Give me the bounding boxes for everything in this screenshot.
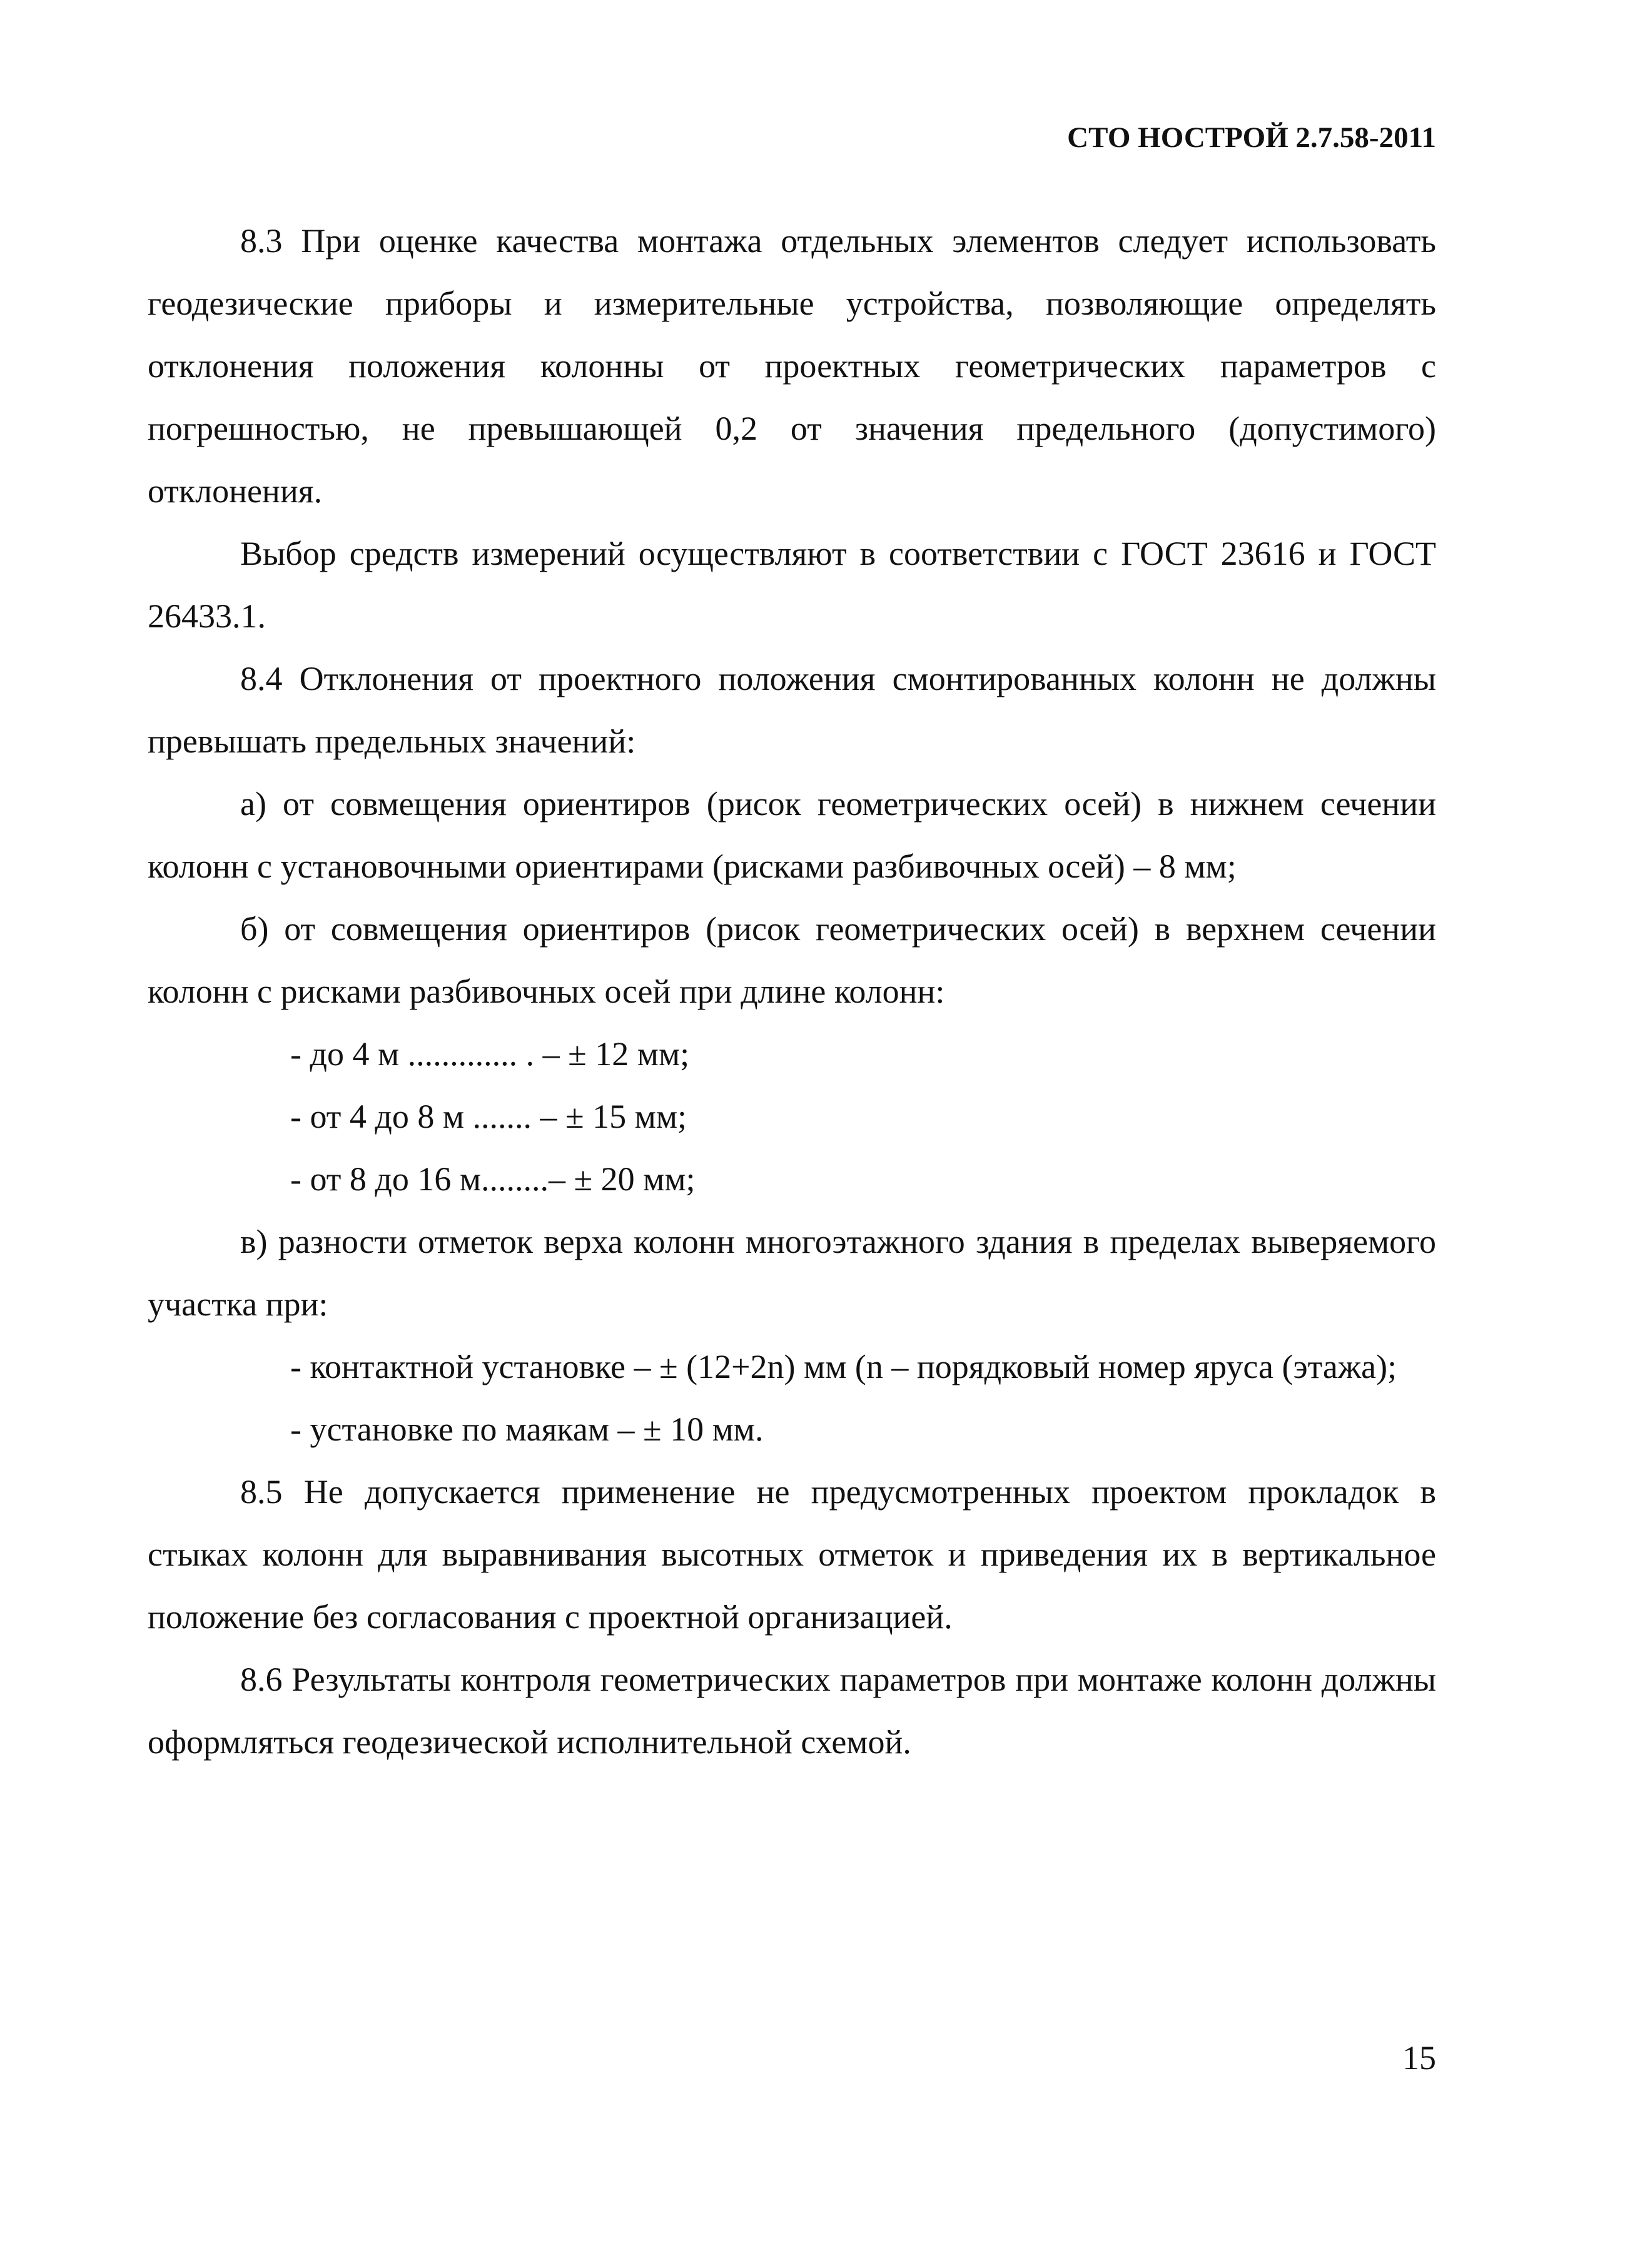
page-number: 15 <box>1402 2039 1436 2077</box>
paragraph-8-5: 8.5 Не допускается применение не предусмотренных проектом прокладок в стыках колонн для выравнивания высотных отметок и приведения их в вертикальное положение без согласования с проектной организацией. <box>148 1473 1436 1636</box>
paragraph-8-4-b: б) от совмещения ориентиров (рисок геометрических осей) в верхнем сечении колонн с рисками разбивочных осей при длине колонн: <box>148 910 1436 1010</box>
list-item: - от 4 до 8 м ....... – ± 15 мм; <box>290 1098 687 1135</box>
paragraph-8-4-v: в) разности отметок верха колонн многоэтажного здания в пределах выверяемого участка при: <box>148 1223 1436 1323</box>
paragraph-8-3-measurement-choice: Выбор средств измерений осуществляют в соответствии с ГОСТ 23616 и ГОСТ 26433.1. <box>148 535 1436 635</box>
list-item: - до 4 м ............. . – ± 12 мм; <box>290 1035 690 1073</box>
paragraph-8-4-a: а) от совмещения ориентиров (рисок геометрических осей) в нижнем сечении колонн с установочными ориентирами (рисками разбивочных осей) – 8 мм; <box>148 785 1436 885</box>
paragraph-8-6: 8.6 Результаты контроля геометрических параметров при монтаже колонн должны оформляться геодезической исполнительной схемой. <box>148 1661 1436 1761</box>
list-item: - контактной установке – ± (12+2n) мм (n – порядковый номер яруса (этажа); <box>290 1348 1397 1385</box>
paragraph-8-3: 8.3 При оценке качества монтажа отдельных элементов следует использовать геодезические приборы и измерительные устройства, позволяющие определять отклонения положения колонны от проектных геометрических параметров с погрешностью, не превышающей 0,2 от значения предельного (допустимого) отклонения. <box>148 222 1436 510</box>
list-item: - от 8 до 16 м........– ± 20 мм; <box>290 1160 696 1198</box>
document-body <box>148 210 1436 1773</box>
list-item: - установке по маякам – ± 10 мм. <box>290 1410 764 1448</box>
paragraph-8-4: 8.4 Отклонения от проектного положения смонтированных колонн не должны превышать предельных значений: <box>148 660 1436 760</box>
standard-code-header: СТО НОСТРОЙ 2.7.58-2011 <box>1067 121 1436 154</box>
